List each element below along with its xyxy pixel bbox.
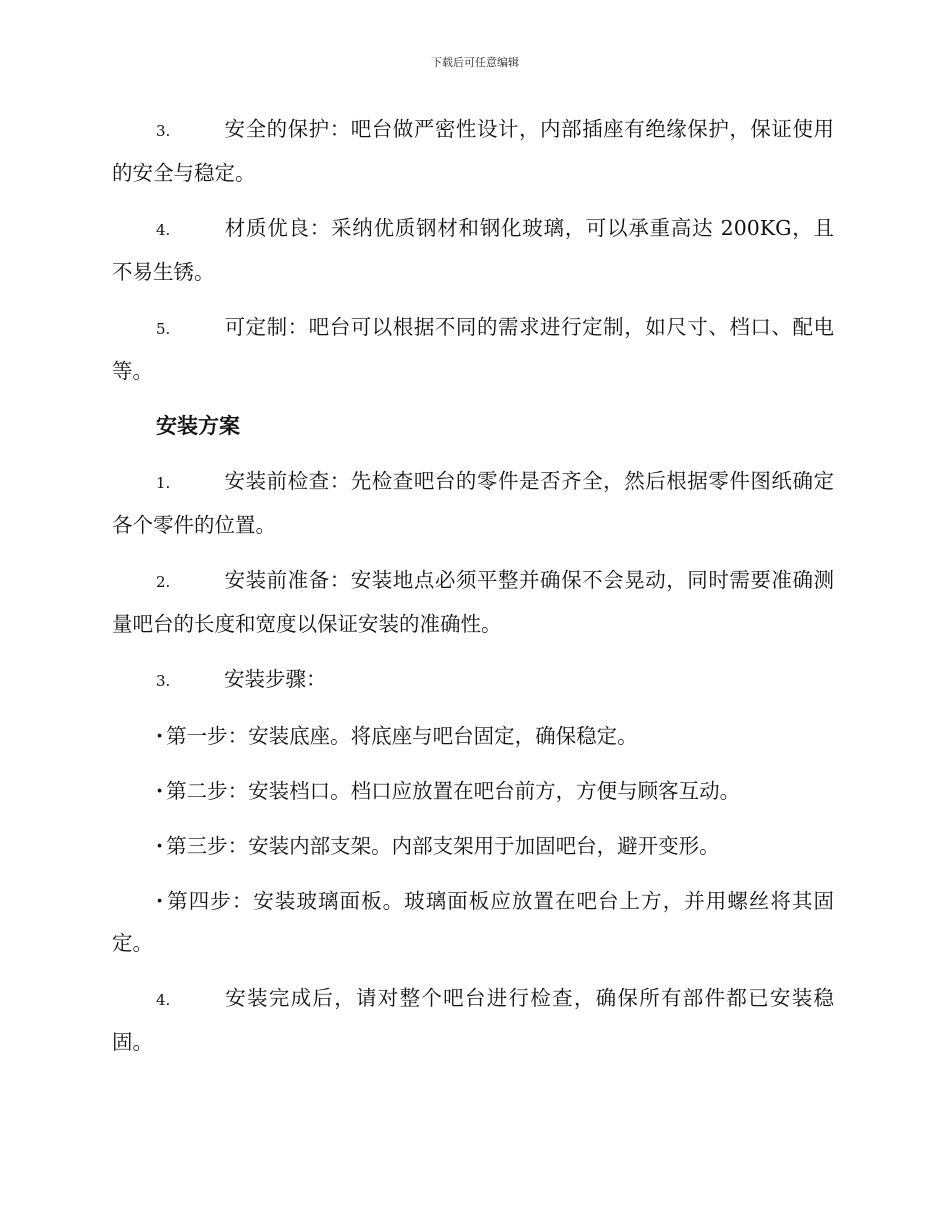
bullet-dot: · [156, 779, 164, 803]
install-step [112, 658, 834, 702]
bullet-item [156, 715, 834, 757]
feature-item [112, 108, 834, 194]
list-number: 3. [156, 122, 171, 140]
list-number: 5. [156, 320, 171, 338]
list-text: 安装完成后，请对整个吧台进行检查，确保所有部件都已安装稳固。 [112, 986, 834, 1054]
list-text: 安装前检查：先检查吧台的零件是否齐全，然后根据零件图纸确定各个零件的位置。 [112, 469, 834, 537]
list-number: 2. [156, 573, 171, 591]
list-number: 3. [156, 672, 171, 690]
bullet-text: 第三步：安装内部支架。内部支架用于加固吧台，避开变形。 [166, 834, 720, 858]
install-step [112, 977, 834, 1063]
list-text: 可定制：吧台可以根据不同的需求进行定制，如尺寸、档口、配电等。 [112, 315, 834, 383]
bullet-item [156, 825, 834, 867]
install-step [112, 559, 834, 645]
bullet-item [112, 880, 834, 964]
bullet-text: 第四步：安装玻璃面板。玻璃面板应放置在吧台上方，并用螺丝将其固定。 [112, 889, 834, 955]
list-text: 安装步骤： [224, 667, 327, 691]
install-step [112, 460, 834, 546]
list-text: 安全的保护：吧台做严密性设计，内部插座有绝缘保护，保证使用的安全与稳定。 [112, 117, 834, 185]
list-number: 4. [156, 221, 171, 239]
feature-item [112, 207, 834, 293]
document-body [112, 108, 834, 1076]
bullet-item [156, 770, 834, 812]
list-text: 安装前准备：安装地点必须平整并确保不会晃动，同时需要准确测量吧台的长度和宽度以保证安装的准确性。 [112, 568, 834, 636]
feature-item [112, 306, 834, 392]
list-number: 1. [156, 474, 171, 492]
bullet-dot: · [156, 724, 164, 748]
bullet-dot: · [156, 889, 164, 913]
section-heading: 安装方案 [156, 414, 240, 438]
page-header: 下载后可任意编辑 [431, 56, 519, 69]
bullet-text: 第二步：安装档口。档口应放置在吧台前方，方便与顾客互动。 [166, 779, 741, 803]
list-text: 材质优良：采纳优质钢材和钢化玻璃，可以承重高达 200KG，且不易生锈。 [112, 216, 834, 284]
bullet-dot: · [156, 834, 164, 858]
bullet-text: 第一步：安装底座。将底座与吧台固定，确保稳定。 [166, 724, 638, 748]
list-number: 4. [156, 991, 171, 1009]
